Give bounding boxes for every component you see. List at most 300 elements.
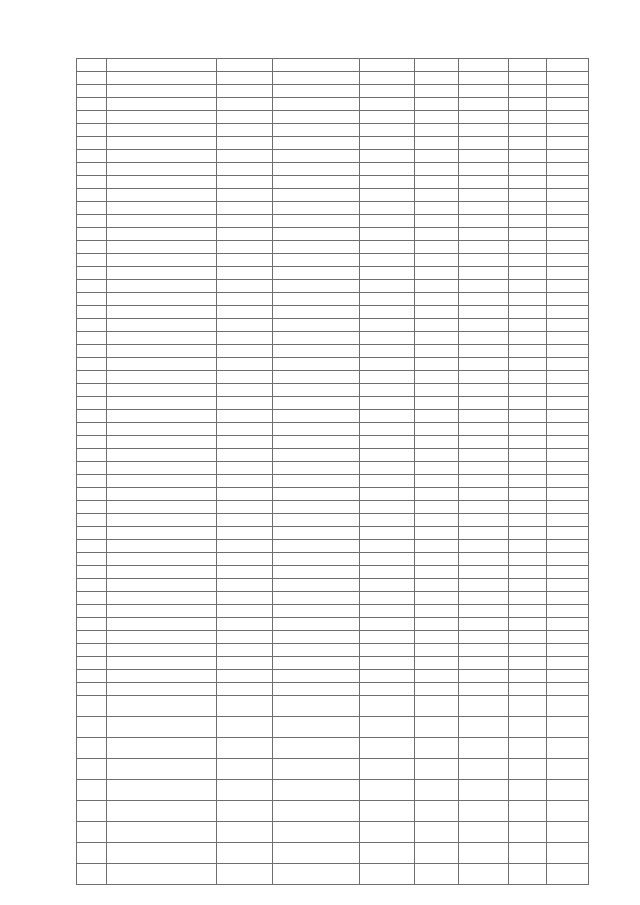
table-cell <box>509 618 547 631</box>
table-row <box>77 696 589 717</box>
table-cell <box>107 228 217 241</box>
table-cell <box>459 215 509 228</box>
table-cell <box>273 579 360 592</box>
table-cell <box>217 241 273 254</box>
table-cell <box>77 137 107 150</box>
table-cell <box>509 822 547 843</box>
table-cell <box>459 72 509 85</box>
table-cell <box>509 358 547 371</box>
table-cell <box>273 423 360 436</box>
table-cell <box>217 176 273 189</box>
table-cell <box>547 241 589 254</box>
table-cell <box>217 228 273 241</box>
table-cell <box>107 738 217 759</box>
table-cell <box>547 738 589 759</box>
table-cell <box>547 163 589 176</box>
table-cell <box>459 864 509 885</box>
table-cell <box>547 618 589 631</box>
table-cell <box>360 345 415 358</box>
table-cell <box>217 683 273 696</box>
table-cell <box>415 553 459 566</box>
table-cell <box>77 696 107 717</box>
table-cell <box>547 306 589 319</box>
table-cell <box>107 864 217 885</box>
table-cell <box>273 527 360 540</box>
table-cell <box>509 72 547 85</box>
table-cell <box>360 501 415 514</box>
table-cell <box>459 618 509 631</box>
table-cell <box>509 345 547 358</box>
table-cell <box>415 579 459 592</box>
table-cell <box>547 280 589 293</box>
table-row <box>77 717 589 738</box>
table-cell <box>107 843 217 864</box>
table-cell <box>415 801 459 822</box>
table-cell <box>509 579 547 592</box>
table-cell <box>107 150 217 163</box>
table-row <box>77 683 589 696</box>
table-cell <box>217 150 273 163</box>
table-cell <box>77 579 107 592</box>
table-cell <box>547 267 589 280</box>
table-cell <box>509 843 547 864</box>
table-cell <box>360 801 415 822</box>
table-cell <box>415 822 459 843</box>
table-cell <box>360 202 415 215</box>
table-cell <box>547 843 589 864</box>
table-cell <box>107 592 217 605</box>
table-row <box>77 358 589 371</box>
table-cell <box>360 410 415 423</box>
table-cell <box>360 683 415 696</box>
table-cell <box>459 605 509 618</box>
table-cell <box>415 72 459 85</box>
table-cell <box>273 306 360 319</box>
table-cell <box>459 150 509 163</box>
table-cell <box>547 683 589 696</box>
table-cell <box>415 371 459 384</box>
table-cell <box>547 488 589 501</box>
table-cell <box>509 163 547 176</box>
table-cell <box>459 644 509 657</box>
table-cell <box>107 189 217 202</box>
table-row <box>77 202 589 215</box>
table-cell <box>547 717 589 738</box>
table-cell <box>77 780 107 801</box>
table-cell <box>360 59 415 72</box>
table-cell <box>547 176 589 189</box>
table-cell <box>509 488 547 501</box>
table-cell <box>77 843 107 864</box>
table-cell <box>107 306 217 319</box>
table-cell <box>459 176 509 189</box>
table-cell <box>509 176 547 189</box>
table-row <box>77 488 589 501</box>
table-cell <box>459 280 509 293</box>
table-cell <box>273 332 360 345</box>
table-row <box>77 293 589 306</box>
table-cell <box>509 293 547 306</box>
table-cell <box>360 306 415 319</box>
table-cell <box>77 163 107 176</box>
table-cell <box>547 566 589 579</box>
table-cell <box>459 462 509 475</box>
table-row <box>77 228 589 241</box>
table-cell <box>107 72 217 85</box>
table-cell <box>360 759 415 780</box>
table-cell <box>415 436 459 449</box>
table-cell <box>547 332 589 345</box>
table-cell <box>360 280 415 293</box>
table-cell <box>509 449 547 462</box>
table-cell <box>547 202 589 215</box>
table-row <box>77 864 589 885</box>
table-cell <box>273 449 360 462</box>
table-cell <box>415 514 459 527</box>
table-row <box>77 527 589 540</box>
table-cell <box>415 163 459 176</box>
table-row <box>77 579 589 592</box>
table-cell <box>273 111 360 124</box>
table-cell <box>107 202 217 215</box>
table-cell <box>217 280 273 293</box>
table-cell <box>415 864 459 885</box>
table-cell <box>77 241 107 254</box>
table-cell <box>415 488 459 501</box>
table-cell <box>459 738 509 759</box>
table-cell <box>77 306 107 319</box>
table-cell <box>77 670 107 683</box>
table-cell <box>459 228 509 241</box>
table-cell <box>360 449 415 462</box>
table-cell <box>273 371 360 384</box>
table-cell <box>547 150 589 163</box>
table-cell <box>415 228 459 241</box>
table-cell <box>459 306 509 319</box>
table-cell <box>217 566 273 579</box>
table-cell <box>273 864 360 885</box>
table-cell <box>77 683 107 696</box>
table-cell <box>547 98 589 111</box>
table-cell <box>217 780 273 801</box>
table-cell <box>415 683 459 696</box>
table-row <box>77 241 589 254</box>
table-cell <box>77 436 107 449</box>
table-cell <box>415 462 459 475</box>
table-cell <box>77 449 107 462</box>
table-cell <box>360 644 415 657</box>
table-row <box>77 85 589 98</box>
table-cell <box>547 527 589 540</box>
table-cell <box>217 579 273 592</box>
table-cell <box>415 527 459 540</box>
table-row <box>77 345 589 358</box>
table-cell <box>107 397 217 410</box>
table-cell <box>77 462 107 475</box>
table-cell <box>415 293 459 306</box>
table-cell <box>547 696 589 717</box>
table-cell <box>107 254 217 267</box>
table-cell <box>107 384 217 397</box>
table-cell <box>77 280 107 293</box>
table-cell <box>415 501 459 514</box>
table-cell <box>459 540 509 553</box>
table-row <box>77 759 589 780</box>
table-cell <box>217 397 273 410</box>
table-cell <box>459 59 509 72</box>
table-cell <box>415 780 459 801</box>
table-row <box>77 254 589 267</box>
table-row <box>77 98 589 111</box>
table-cell <box>107 527 217 540</box>
table-cell <box>509 423 547 436</box>
table-cell <box>273 553 360 566</box>
table-cell <box>273 488 360 501</box>
table-cell <box>77 566 107 579</box>
table-cell <box>509 475 547 488</box>
table-cell <box>547 397 589 410</box>
table-cell <box>459 822 509 843</box>
table-cell <box>509 566 547 579</box>
table-cell <box>107 280 217 293</box>
table-cell <box>509 150 547 163</box>
table-cell <box>360 215 415 228</box>
table-cell <box>77 319 107 332</box>
table-cell <box>107 566 217 579</box>
table-cell <box>509 605 547 618</box>
table-cell <box>415 176 459 189</box>
table-cell <box>415 759 459 780</box>
table-cell <box>415 202 459 215</box>
table-cell <box>360 189 415 202</box>
table-cell <box>107 176 217 189</box>
table-cell <box>509 280 547 293</box>
table-cell <box>217 202 273 215</box>
table-cell <box>547 72 589 85</box>
table-cell <box>217 527 273 540</box>
table-cell <box>360 475 415 488</box>
table-cell <box>217 410 273 423</box>
table-cell <box>273 163 360 176</box>
table-cell <box>107 267 217 280</box>
table-cell <box>459 254 509 267</box>
table-body <box>77 59 589 885</box>
table-cell <box>217 696 273 717</box>
table-cell <box>459 397 509 410</box>
table-cell <box>415 241 459 254</box>
table-cell <box>77 397 107 410</box>
table-cell <box>547 864 589 885</box>
table-cell <box>547 215 589 228</box>
table-cell <box>273 72 360 85</box>
table-cell <box>107 163 217 176</box>
table-cell <box>360 137 415 150</box>
table-cell <box>107 124 217 137</box>
table-cell <box>217 592 273 605</box>
table-cell <box>77 124 107 137</box>
table-cell <box>415 670 459 683</box>
table-cell <box>547 759 589 780</box>
table-cell <box>360 780 415 801</box>
table-cell <box>217 332 273 345</box>
table-cell <box>107 410 217 423</box>
table-cell <box>360 670 415 683</box>
table-cell <box>459 358 509 371</box>
table-cell <box>217 293 273 306</box>
table-cell <box>547 384 589 397</box>
table-row <box>77 738 589 759</box>
table-cell <box>509 202 547 215</box>
table-cell <box>360 540 415 553</box>
table-row <box>77 657 589 670</box>
table-row <box>77 514 589 527</box>
table-cell <box>415 423 459 436</box>
table-cell <box>217 358 273 371</box>
table-cell <box>547 501 589 514</box>
table-row <box>77 592 589 605</box>
table-cell <box>273 566 360 579</box>
table-cell <box>360 111 415 124</box>
table-cell <box>273 280 360 293</box>
table-cell <box>415 267 459 280</box>
table-row <box>77 801 589 822</box>
table-row <box>77 566 589 579</box>
table-cell <box>415 384 459 397</box>
table-row <box>77 72 589 85</box>
table-cell <box>459 423 509 436</box>
table-cell <box>509 137 547 150</box>
table-cell <box>107 488 217 501</box>
table-cell <box>273 254 360 267</box>
table-cell <box>459 631 509 644</box>
table-cell <box>459 124 509 137</box>
table-cell <box>459 449 509 462</box>
table-cell <box>217 124 273 137</box>
table-cell <box>107 475 217 488</box>
table-row <box>77 780 589 801</box>
table-cell <box>509 738 547 759</box>
table-cell <box>415 319 459 332</box>
table-cell <box>509 670 547 683</box>
table-cell <box>273 410 360 423</box>
table-cell <box>360 85 415 98</box>
table-cell <box>77 293 107 306</box>
table-cell <box>107 644 217 657</box>
table-cell <box>273 475 360 488</box>
table-row <box>77 501 589 514</box>
table-cell <box>107 215 217 228</box>
table-cell <box>273 384 360 397</box>
table-cell <box>217 462 273 475</box>
table-cell <box>273 592 360 605</box>
table-cell <box>415 410 459 423</box>
table-cell <box>547 579 589 592</box>
table-cell <box>217 306 273 319</box>
table-cell <box>273 241 360 254</box>
table-cell <box>273 618 360 631</box>
table-cell <box>547 358 589 371</box>
table-cell <box>509 111 547 124</box>
table-cell <box>77 332 107 345</box>
table-cell <box>360 319 415 332</box>
table-cell <box>273 514 360 527</box>
table-cell <box>415 111 459 124</box>
table-cell <box>77 501 107 514</box>
table-cell <box>77 228 107 241</box>
table-cell <box>509 267 547 280</box>
table-cell <box>509 228 547 241</box>
table-cell <box>273 150 360 163</box>
table-cell <box>217 618 273 631</box>
table-cell <box>77 631 107 644</box>
table-cell <box>509 98 547 111</box>
table-cell <box>217 822 273 843</box>
table-cell <box>107 514 217 527</box>
table-cell <box>360 605 415 618</box>
table-cell <box>107 332 217 345</box>
table-cell <box>360 631 415 644</box>
table-cell <box>415 592 459 605</box>
table-cell <box>77 738 107 759</box>
table-row <box>77 59 589 72</box>
table-cell <box>415 345 459 358</box>
table-row <box>77 111 589 124</box>
table-cell <box>217 137 273 150</box>
table-cell <box>547 592 589 605</box>
table-cell <box>360 843 415 864</box>
table-cell <box>415 85 459 98</box>
table-cell <box>360 579 415 592</box>
table-cell <box>509 644 547 657</box>
table-cell <box>273 124 360 137</box>
table-cell <box>509 384 547 397</box>
table-cell <box>77 85 107 98</box>
table-cell <box>459 241 509 254</box>
table-row <box>77 384 589 397</box>
table-cell <box>360 293 415 306</box>
table-cell <box>415 254 459 267</box>
table-cell <box>415 137 459 150</box>
table-cell <box>217 843 273 864</box>
table-cell <box>107 462 217 475</box>
table-cell <box>547 670 589 683</box>
table-cell <box>415 631 459 644</box>
table-cell <box>273 98 360 111</box>
table-cell <box>459 683 509 696</box>
table-cell <box>459 267 509 280</box>
table-cell <box>77 202 107 215</box>
table-cell <box>273 176 360 189</box>
table-cell <box>273 358 360 371</box>
table-cell <box>217 345 273 358</box>
table-cell <box>360 254 415 267</box>
table-cell <box>273 202 360 215</box>
table-cell <box>360 371 415 384</box>
table-cell <box>360 436 415 449</box>
table-row <box>77 280 589 293</box>
table-cell <box>415 738 459 759</box>
table-cell <box>273 228 360 241</box>
table-cell <box>217 670 273 683</box>
table-cell <box>77 801 107 822</box>
table-cell <box>107 553 217 566</box>
table-cell <box>217 189 273 202</box>
table-cell <box>77 215 107 228</box>
table-cell <box>273 657 360 670</box>
table-cell <box>273 59 360 72</box>
table-row <box>77 822 589 843</box>
table-cell <box>273 501 360 514</box>
